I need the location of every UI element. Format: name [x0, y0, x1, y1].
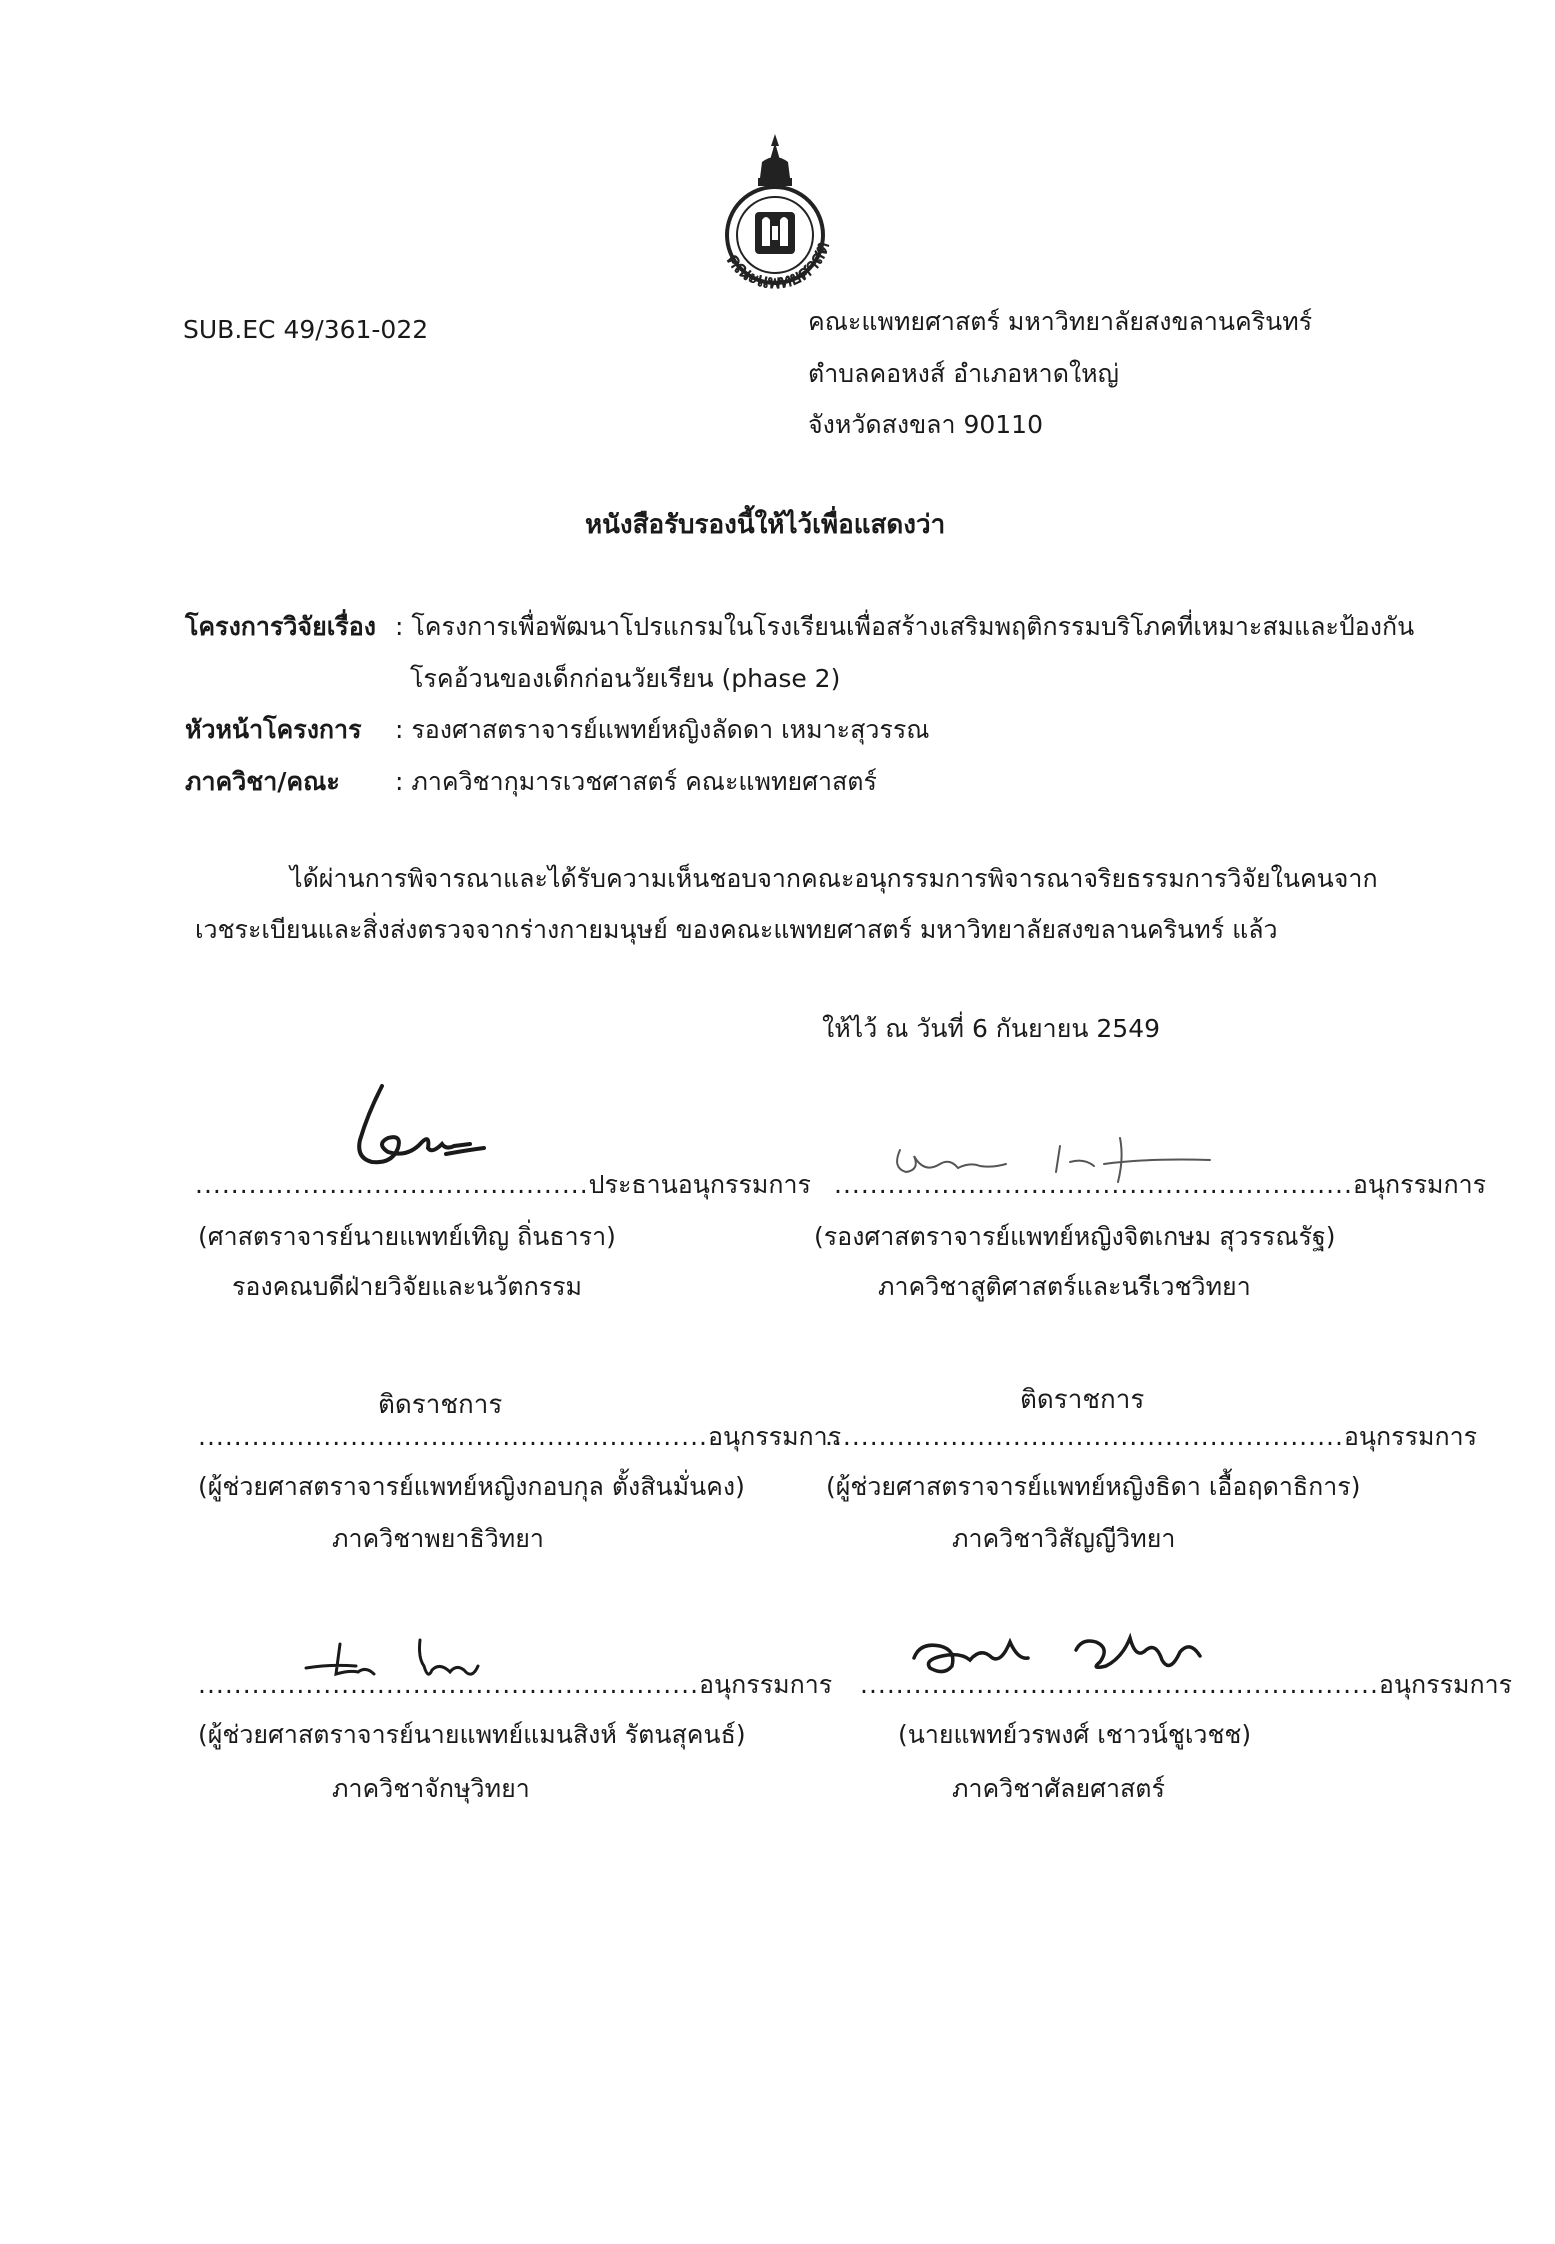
reference-number: SUB.EC 49/361-022	[183, 315, 429, 344]
address-line-3: จังหวัดสงขลา 90110	[808, 410, 1043, 439]
signatory-position-committee-5: ภาควิชาจักษุวิทยา	[332, 1774, 530, 1803]
address-line-2: ตำบลคอหงส์ อำเภอหาดใหญ่	[808, 359, 1119, 388]
signature-dots: ............................................	[195, 1170, 589, 1199]
signatory-position-committee-6: ภาควิชาศัลยศาสตร์	[952, 1774, 1165, 1803]
signatory-name-committee-4: (ผู้ช่วยศาสตราจารย์แพทย์หญิงธิดา เอื้อฤดาธิการ)	[826, 1472, 1361, 1501]
signatory-position-committee-4: ภาควิชาวิสัญญีวิทยา	[952, 1524, 1176, 1553]
certificate-title: หนังสือรับรองนี้ให้ไว้เพื่อแสดงว่า	[585, 510, 946, 540]
project-dept-value: : ภาควิชากุมารเวชศาสตร์ คณะแพทยศาสตร์	[395, 767, 877, 796]
status-away-committee-4: ติดราชการ	[1020, 1385, 1145, 1415]
project-title-line-2: โรคอ้วนของเด็กก่อนวัยเรียน (phase 2)	[410, 664, 841, 693]
signatory-name-chairman: (ศาสตราจารย์นายแพทย์เทิญ ถิ่นธารา)	[198, 1222, 616, 1251]
signatory-position-chairman: รองคณบดีฝ่ายวิจัยและนวัตกรรม	[232, 1272, 583, 1301]
signatory-name-committee-6: (นายแพทย์วรพงศ์ เชาวน์ชูเวชช)	[898, 1720, 1252, 1749]
signatory-role: ประธานอนุกรรมการ	[588, 1170, 811, 1199]
signatory-role: อนุกรรมการ	[699, 1670, 833, 1699]
signature-dots: ..........................................................	[834, 1170, 1353, 1199]
seal-icon	[700, 130, 850, 305]
signatory-name-committee-5: (ผู้ช่วยศาสตราจารย์นายแพทย์แมนสิงห์ รัตนสุคนธ์)	[198, 1720, 746, 1749]
address-line-1: คณะแพทยศาสตร์ มหาวิทยาลัยสงขลานครินทร์	[808, 307, 1313, 336]
issue-date: ให้ไว้ ณ วันที่ 6 กันยายน 2549	[822, 1014, 1161, 1043]
signature-dots: ..........................................................	[860, 1670, 1379, 1699]
body-line-1: ได้ผ่านการพิจารณาและได้รับความเห็นชอบจากคณะอนุกรรมการพิจารณาจริยธรรมการวิจัยในคนจาก	[290, 864, 1378, 893]
signature-line-committee-3	[198, 1420, 841, 1454]
signatory-role: อนุกรรมการ	[707, 1422, 842, 1451]
project-leader-value: : รองศาสตราจารย์แพทย์หญิงลัดดา เหมาะสุวรรณ	[395, 715, 930, 744]
signature-dots: ..........................................................	[825, 1422, 1344, 1451]
project-leader-label: หัวหน้าโครงการ	[185, 715, 362, 744]
faculty-seal-logo	[700, 130, 850, 305]
signature-line-chairman	[195, 1168, 811, 1202]
signatory-name-committee-2: (รองศาสตราจารย์แพทย์หญิงจิตเกษม สุวรรณรัฐ)	[814, 1222, 1336, 1251]
signature-line-committee-2	[834, 1168, 1486, 1202]
signature-dots: .........................................................	[198, 1422, 708, 1451]
signatory-name-committee-3: (ผู้ช่วยศาสตราจารย์แพทย์หญิงกอบกุล ตั้งสินมั่นคง)	[198, 1472, 745, 1501]
signature-dots: ........................................................	[198, 1670, 700, 1699]
signatory-role: อนุกรรมการ	[1378, 1670, 1513, 1699]
project-dept-label: ภาควิชา/คณะ	[185, 767, 340, 796]
signature-chairman	[350, 1078, 500, 1174]
project-title-line-1: : โครงการเพื่อพัฒนาโปรแกรมในโรงเรียนเพื่อสร้างเสริมพฤติกรรมบริโภคที่เหมาะสมและป้องกัน	[395, 612, 1415, 641]
svg-text:คณะแพทยศาสตร์: คณะแพทยศาสต	[721, 238, 835, 294]
signature-line-committee-4	[825, 1420, 1477, 1454]
signatory-role: อนุกรรมการ	[1352, 1170, 1487, 1199]
project-title-label: โครงการวิจัยเรื่อง	[185, 612, 376, 641]
signatory-position-committee-2: ภาควิชาสูติศาสตร์และนรีเวชวิทยา	[878, 1272, 1251, 1301]
signatory-role: อนุกรรมการ	[1343, 1422, 1478, 1451]
signature-line-committee-5	[198, 1668, 832, 1702]
signature-line-committee-6	[860, 1668, 1512, 1702]
signatory-position-committee-3: ภาควิชาพยาธิวิทยา	[332, 1524, 544, 1553]
body-line-2: เวชระเบียนและสิ่งส่งตรวจจากร่างกายมนุษย์ ของคณะแพทยศาสตร์ มหาวิทยาลัยสงขลานครินทร์ แล้ว	[195, 915, 1278, 944]
status-away-committee-3: ติดราชการ	[378, 1390, 503, 1420]
